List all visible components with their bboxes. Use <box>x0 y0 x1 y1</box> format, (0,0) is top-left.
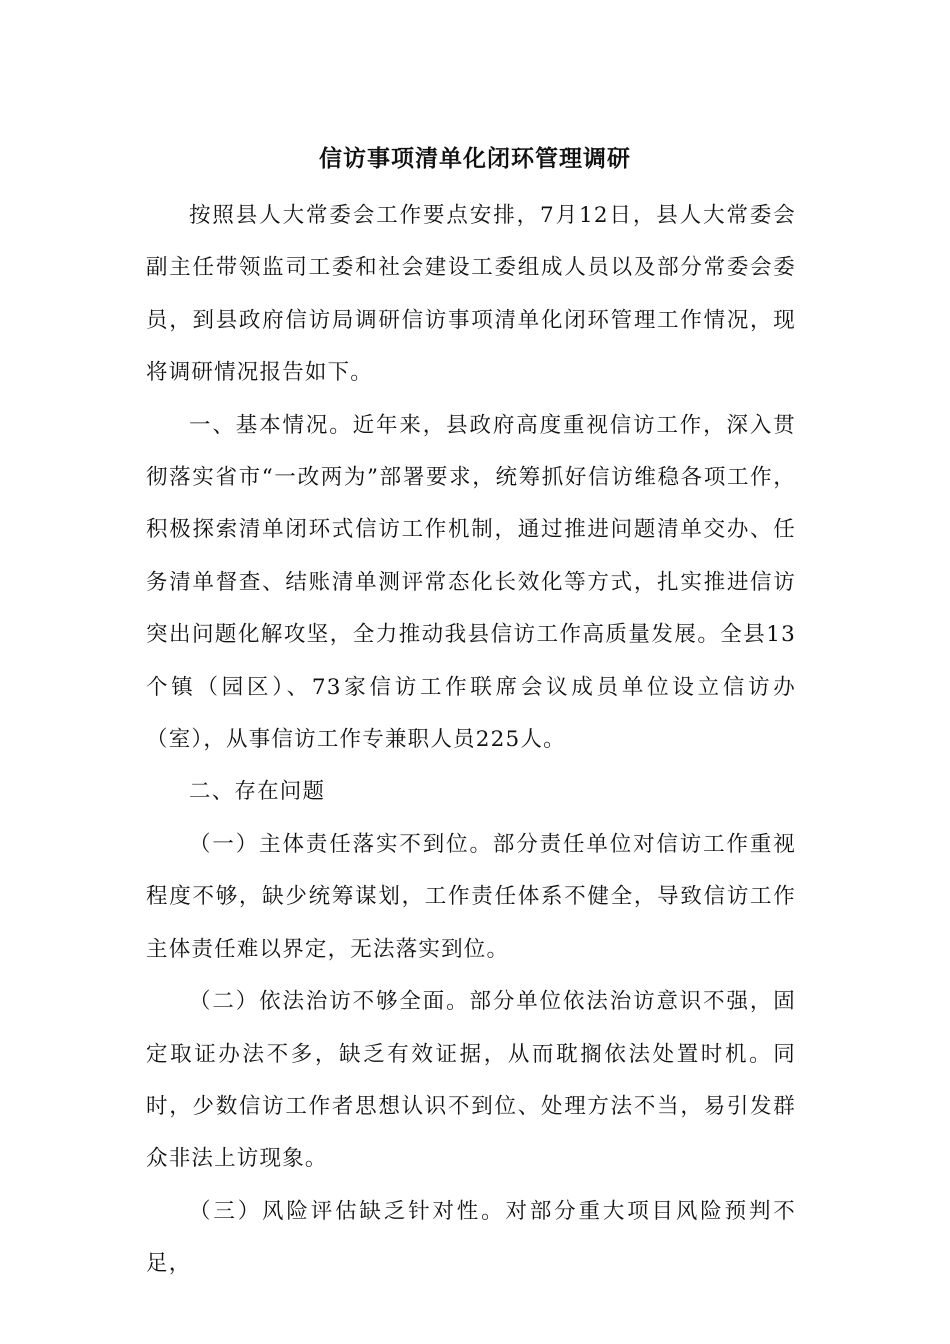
paragraph-intro: 按照县人大常委会工作要点安排，7月12日，县人大常委会副主任带领监司工委和社会建设工委组成人员以及部分常委会委员，到县政府信访局调研信访事项清单化闭环管理工作情况，现将调研情况报告如下。 <box>146 203 796 386</box>
section-heading-problems: 二、存在问题 <box>189 779 326 805</box>
paragraph-problem-3: （三）风险评估缺乏针对性。对部分重大项目风险预判不足， <box>146 1198 796 1277</box>
paragraph-problem-1: （一）主体责任落实不到位。部分责任单位对信访工作重视程度不够，缺少统筹谋划，工作责任体系不健全，导致信访工作主体责任难以界定，无法落实到位。 <box>146 831 796 962</box>
document-body <box>146 190 796 1291</box>
paragraph-problem-2: （二）依法治访不够全面。部分单位依法治访意识不强，固定取证办法不多，缺乏有效证据，从而耽搁依法处置时机。同时，少数信访工作者思想认识不到位、处理方法不当，易引发群众非法上访现象。 <box>146 989 796 1172</box>
paragraph-basic-situation: 一、基本情况。近年来，县政府高度重视信访工作，深入贯彻落实省市“一改两为”部署要求，统筹抓好信访维稳各项工作，积极探索清单闭环式信访工作机制，通过推进问题清单交办、任务清单督查、结账清单测评常态化长效化等方式，扎实推进信访突出问题化解攻坚，全力推动我县信访工作高质量发展。全县13个镇（园区）、73家信访工作联席会议成员单位设立信访办（室），从事信访工作专兼职人员225人。 <box>146 412 796 753</box>
document-title: 信访事项清单化闭环管理调研 <box>319 145 631 172</box>
